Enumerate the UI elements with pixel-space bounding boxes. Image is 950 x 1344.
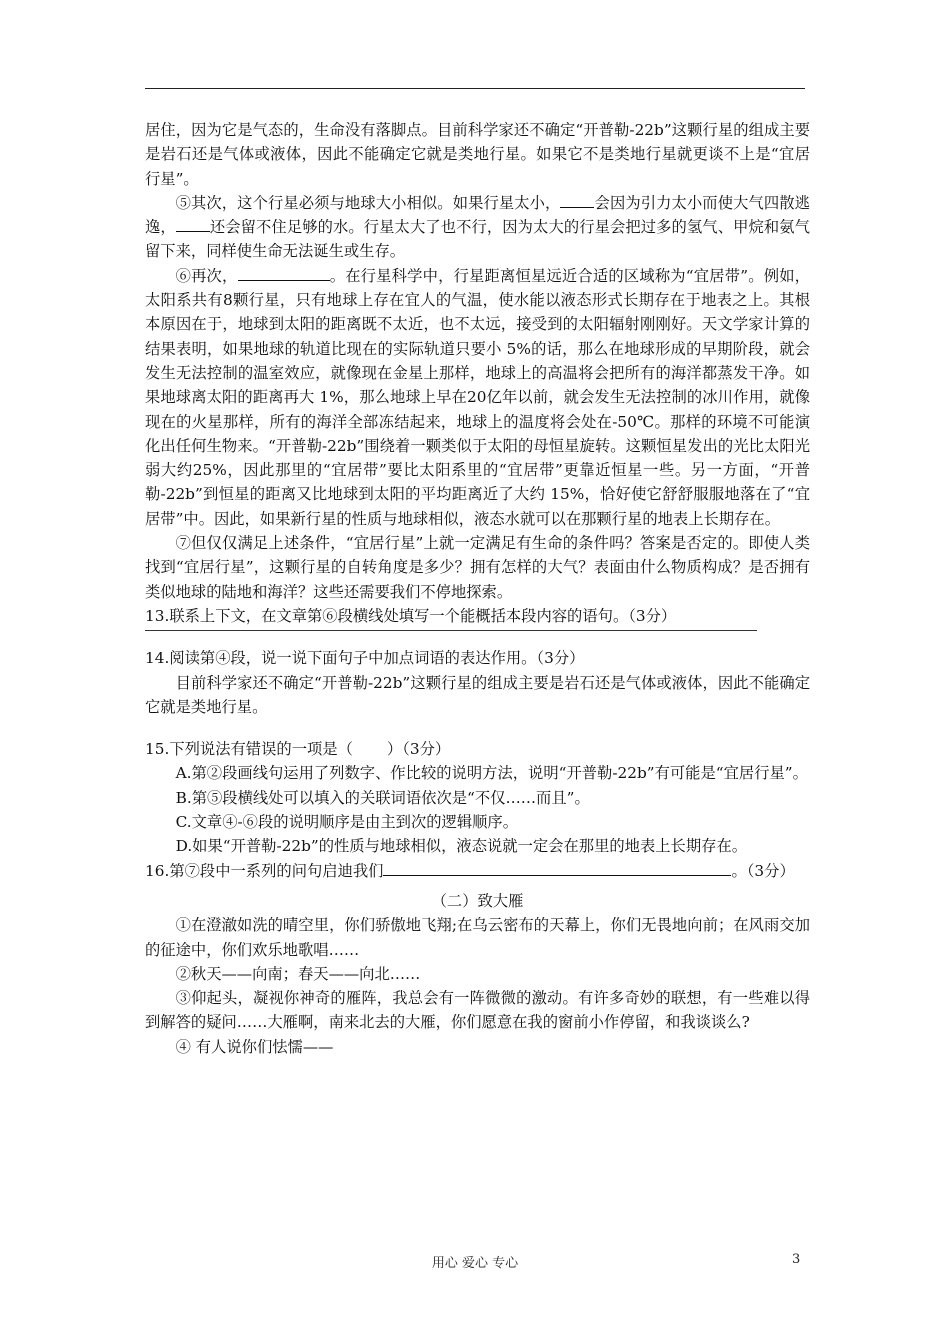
- question-15-stem: [145, 737, 810, 761]
- question-13: 13.联系上下文，在文章第⑥段横线处填写一个能概括本段内容的语句。（3分）: [145, 606, 677, 625]
- answer-blank-16b: [701, 861, 731, 876]
- p5-text-b: 会因为引力太小而使大气四散逃逸，: [145, 193, 810, 237]
- paragraph-7: ⑦但仅仅满足上述条件，“宜居行星”上就一定满足有生命的条件吗？答案是否定的。即使人类找到“宜居行星”，这颗行星的自转角度是多少？拥有怎样的大气？表面由什么物质构成？是否拥有类似地球的陆地和海洋？这些还需要我们不停地探索。: [145, 534, 810, 601]
- option-a: A.第②段画线句运用了列数字、作比较的说明方法，说明“开普勒-22b”有可能是“宜居行星”。: [175, 764, 808, 783]
- question-16: [145, 859, 810, 883]
- q16-text-b: 。（3分）: [731, 861, 795, 880]
- p5-text-c: 还会留不住足够的水。行星太大了也不行，因为太大的行星会把过多的氢气、甲烷和氨气留下来，同样使生命无法诞生或生存。: [145, 218, 810, 261]
- header-rule: [145, 88, 805, 89]
- q15-stem-b: ）（3分）: [386, 740, 451, 759]
- paragraph-continued: 居住，因为它是气态的，生命没有落脚点。目前科学家还不确定“开普勒-22b”这颗行星的组成主要是岩石还是气体或液体，因此不能确定它就是类地行星。如果它不是类地行星就更谈不上是“宜居行星”。: [145, 121, 810, 188]
- blank-5a: [560, 193, 594, 208]
- blank-6: [238, 266, 330, 281]
- answer-blank-16: [383, 861, 701, 876]
- option-b: B.第⑤段横线处可以填入的关联词语依次是“不仅……而且”。: [175, 788, 590, 807]
- poem-paragraph-4: ④ 有人说你们怯懦——: [175, 1037, 334, 1056]
- poem-paragraph-1: ①在澄澈如洗的晴空里，你们骄傲地飞翔;在乌云密布的天幕上，你们无畏地向前；在风雨交加的征途中，你们欢乐地歌唱……: [145, 916, 810, 959]
- page-number: 3: [792, 1252, 801, 1267]
- poem-paragraph-2: ②秋天——向南；春天——向北……: [175, 964, 421, 983]
- document-body: [145, 118, 810, 1059]
- section-title: （二）致大雁: [431, 891, 524, 910]
- q16-text-a: 16.第⑦段中一系列的问句启迪我们: [145, 861, 384, 880]
- option-d: D.如果“开普勒-22b”的性质与地球相似，液态说就一定会在那里的地表上长期存在。: [175, 837, 748, 856]
- q15-stem-a: 15.下列说法有错误的一项是（: [145, 740, 353, 759]
- page-footer: 用心 爱心 专心: [431, 1256, 519, 1271]
- option-c: C.文章④-⑥段的说明顺序是由主到次的逻辑顺序。: [175, 813, 519, 832]
- question-14-stem: 14.阅读第④段，说一说下面句子中加点词语的表达作用。（3分）: [145, 649, 585, 668]
- question-14-quote: 目前科学家还不确定“开普勒-22b”这颗行星的组成主要是岩石还是气体或液体，因此不能确定它就是类地行星。: [145, 673, 810, 716]
- paragraph-5: [145, 191, 810, 264]
- blank-5b: [176, 217, 210, 232]
- poem-paragraph-3: ③仰起头，凝视你神奇的雁阵，我总会有一阵微微的激动。有许多奇妙的联想，有一些难以得到解答的疑问……大雁啊，南来北去的大雁，你们愿意在我的窗前小作停留，和我谈谈么?: [145, 989, 810, 1032]
- p5-text-a: ⑤其次，这个行星必须与地球大小相似。如果行星太小，: [175, 193, 561, 212]
- paragraph-6: [145, 264, 810, 531]
- p6-text-a: ⑥再次，: [175, 266, 238, 285]
- p6-text-b: 。在行星科学中，行星距离恒星远近合适的区域称为“宜居带”。例如，太阳系共有8颗行星，只有地球上存在宜人的气温，使水能以液态形式长期存在于地表之上。其根本原因在于，地球到太阳的距离既不太近，也不太远，接受到的太阳辐射刚刚好。天文学家计算的结果表明，如果地球的轨道比现在的实际轨道只要小 5%的话，那么在地球形成的早期阶段，就会发生无法控制的温室效应，就像现在金星上那样，地球上的高温将会把所有的海洋都蒸发干净。如果地球离太阳的距离再大 1%，那么地球上早在20亿年以前，就会发生无法控制的冰川作用，就像现在的火星那样，所有的海洋全部冻结起来，地球上的温度将会处在-50℃。那样的环境不可能演化出任何生物来。“开普勒-22b”围绕着一颗类似于太阳的母恒星旋转。这颗恒星发出的光比太阳光弱大约25%，因此那里的“宜居带”要比太阳系里的“宜居带”更靠近恒星一些。另一方面，“开普勒-22b”到恒星的距离又比地球到太阳的平均距离近了大约 15%，恰好使它舒舒服服地落在了“宜居带”中。因此，如果新行星的性质与地球相似，液态水就可以在那颗行星的地表上长期存在。: [145, 266, 810, 528]
